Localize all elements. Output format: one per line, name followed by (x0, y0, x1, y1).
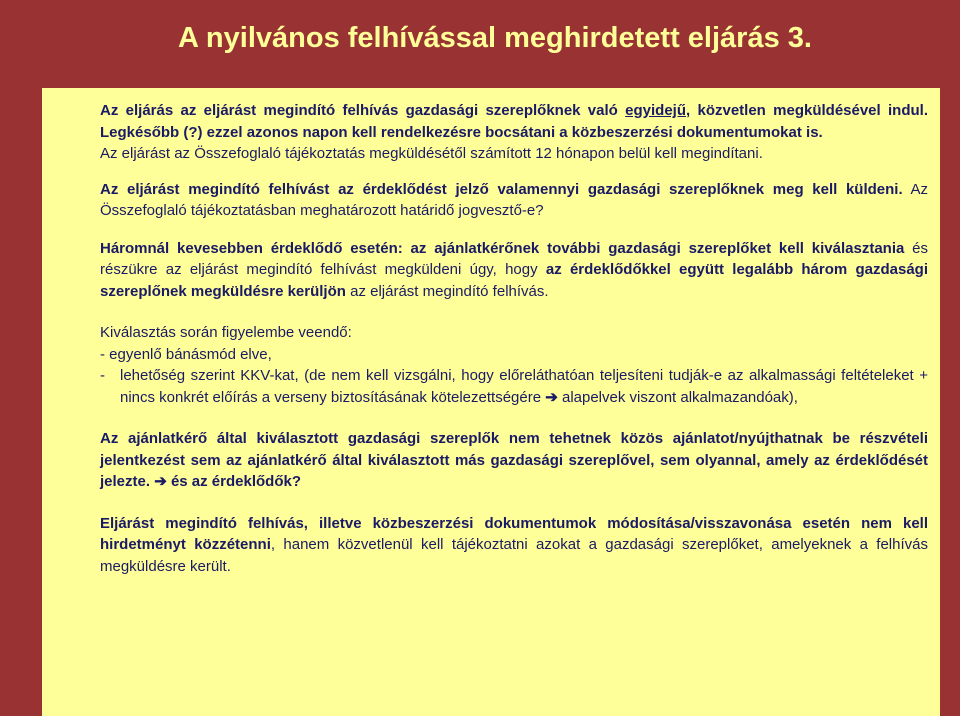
list-dash: - (100, 367, 105, 384)
slide-title: A nyilvános felhívással meghirdetett eljárás 3. (178, 22, 812, 54)
list-item-2 (100, 365, 928, 408)
paragraph-5 (100, 428, 928, 493)
slide-content (100, 100, 928, 577)
arrow-icon: ➔ (545, 388, 558, 406)
arrow-icon: ➔ (154, 473, 167, 490)
left-border (0, 0, 42, 716)
list-item-1-text: - egyenlő bánásmód elve, (100, 345, 272, 363)
p1-underlined: egyidejű (625, 102, 686, 119)
list-item-2-end: alapelvek viszont alkalmazandóak), (557, 388, 798, 406)
paragraph-1 (100, 100, 928, 143)
p4-intro: Kiválasztás során figyelembe veendő: (100, 324, 352, 341)
list-item-1 (100, 344, 928, 366)
p3-text-a: Háromnál kevesebben érdeklődő esetén: az ajánlatkérőnek további gazdasági szereplőket kell kiválasztania (100, 239, 905, 257)
p3-text-b: és részükre az eljárást megindító felhívást megküldeni úgy, hogy (100, 239, 929, 278)
p1-text-a: Az eljárás az eljárást megindító felhívás gazdasági szereplőknek való (100, 102, 626, 119)
p3-text-d: az eljárást megindító felhívás. (345, 282, 549, 300)
paragraph-2 (100, 179, 928, 222)
p2-text-a: Az eljárást megindító felhívást az érdeklődést jelző valamennyi gazdasági szereplőknek meg kell küldeni. (100, 180, 903, 198)
paragraph-6 (100, 513, 928, 578)
paragraph-3 (100, 238, 928, 303)
p6-text-b: , hanem közvetlenül kell tájékoztatni azokat a gazdasági szereplőket, amelyeknek a felhívás megküldésre került. (100, 536, 928, 575)
p2-text-b: Az Összefoglaló tájékoztatásban meghatározott határidő jogvesztő-e? (100, 180, 928, 219)
p1-text-b: , közvetlen megküldésével indul. Legkésőbb (?) ezzel azonos napon kell rendelkezésre bocsátani a közbeszerzési dokumentumokat is. (100, 102, 928, 141)
p1-text-c: Az eljárást az Összefoglaló tájékoztatás megküldésétől számított 12 hónapon belül kell megindítani. (100, 145, 763, 162)
p5-text-b: és az érdeklődők? (166, 473, 301, 490)
p6-text-a: Eljárást megindító felhívás, illetve közbeszerzési dokumentumok módosítása/visszavonása esetén nem kell hirdetményt közzétenni (100, 514, 928, 553)
list-item-2-main: lehetőség szerint KKV-kat, (de nem kell vizsgálni, hogy előreláthatóan teljesíteni tudják-e az alkalmassági feltételeket + nincs konkrét előírás a verseny biztosításának kötelezettségére (120, 367, 928, 406)
criteria-list (100, 344, 928, 409)
p5-text-a: Az ajánlatkérő által kiválasztott gazdasági szereplők nem tehetnek közös ajánlatot/nyújthatnak be részvételi jelentkezést sem az ajánlatkérő által kiválasztott más gazdasági szereplővel, sem olyannal, amely az érdeklődését jelezte. (100, 430, 928, 490)
paragraph-1-normal (100, 143, 928, 165)
p3-text-c: az érdeklődőkkel együtt legalább három gazdasági szereplőnek megküldésre kerüljön (100, 261, 928, 300)
list-item-2-text (120, 365, 928, 408)
right-border (940, 0, 960, 716)
paragraph-4-intro (100, 322, 928, 344)
